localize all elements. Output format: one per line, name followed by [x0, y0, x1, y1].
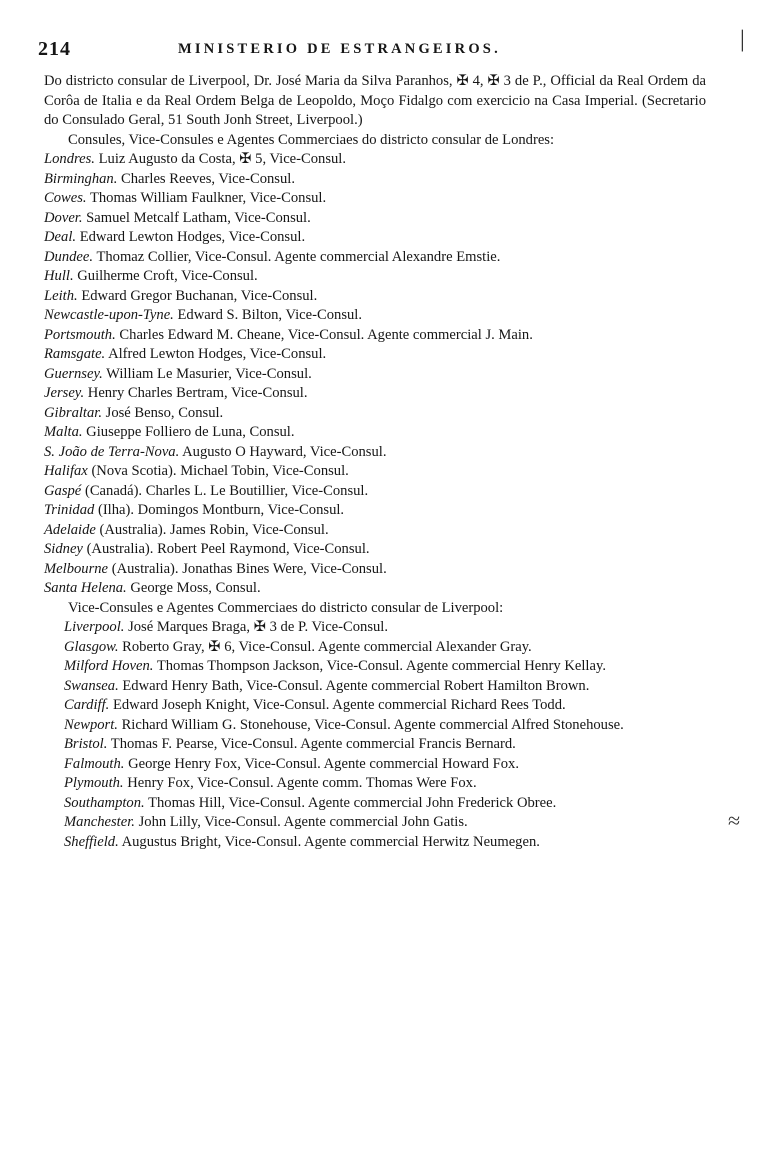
place-name: Guernsey.: [44, 365, 103, 382]
entry-text: Augusto O Hayward, Vice-Consul.: [182, 443, 387, 460]
list-item: [44, 189, 706, 209]
list-item: [44, 345, 706, 365]
list-item: [44, 794, 706, 814]
entry-text: Thomas F. Pearse, Vice-Consul. Agente commercial Francis Bernard.: [110, 736, 516, 752]
list-item: [44, 560, 706, 580]
page-number: 214: [38, 38, 71, 60]
place-name: Cardiff.: [64, 697, 110, 713]
margin-mark-icon: │: [736, 30, 749, 50]
place-name: Portsmouth.: [44, 326, 116, 343]
entry-text: Richard William G. Stonehouse, Vice-Consul. Agente commercial Alfred Stonehouse.: [121, 716, 624, 733]
list-item: [44, 287, 706, 307]
list-item: [44, 306, 706, 326]
list-item: [44, 677, 706, 697]
entry-text: (Ilha). Domingos Montburn, Vice-Consul.: [97, 502, 345, 518]
place-name: Hull.: [44, 268, 74, 284]
list-item: [44, 267, 706, 287]
place-name: Swansea.: [64, 677, 119, 694]
list-item: [44, 365, 706, 385]
entry-text: (Australia). Jonathas Bines Were, Vice-Consul.: [111, 560, 387, 577]
place-name: Dover.: [44, 209, 83, 226]
entry-text: José Marques Braga, ✠ 3 de P. Vice-Consul.: [128, 619, 389, 635]
list-item: [44, 813, 706, 833]
place-name: Jersey.: [44, 385, 85, 401]
entry-text: Luiz Augusto da Costa, ✠ 5, Vice-Consul.: [98, 151, 347, 167]
place-name: Melbourne: [44, 560, 109, 577]
entry-text: Augustus Bright, Vice-Consul. Agente commercial Herwitz Neumegen.: [121, 833, 540, 850]
list-item: [44, 150, 706, 170]
place-name: Milford Hoven.: [64, 658, 154, 674]
entry-text: Charles Reeves, Vice-Consul.: [121, 170, 295, 187]
list-item: [44, 501, 706, 521]
place-name: Dundee.: [44, 248, 94, 265]
entry-text: William Le Masurier, Vice-Consul.: [106, 365, 312, 382]
place-name: Santa Helena.: [44, 580, 127, 596]
liverpool-list: [44, 618, 706, 852]
london-heading: Consules, Vice-Consules e Agentes Commerciaes do districto consular de Londres:: [68, 131, 555, 148]
list-item: [44, 482, 706, 502]
list-item: [44, 521, 706, 541]
entry-text: Henry Fox, Vice-Consul. Agente comm. Thomas Were Fox.: [127, 775, 477, 791]
place-name: Trinidad: [44, 502, 95, 518]
place-name: Gibraltar.: [44, 404, 102, 421]
place-name: Gaspé: [44, 482, 82, 499]
place-name: Newcastle-upon-Tyne.: [44, 307, 174, 323]
entry-text: Samuel Metcalf Latham, Vice-Consul.: [86, 209, 311, 226]
list-item: [44, 443, 706, 463]
list-item: [44, 618, 706, 638]
entry-text: Thomaz Collier, Vice-Consul. Agente commercial Alexandre Emstie.: [96, 248, 501, 265]
list-item: [44, 423, 706, 443]
entry-text: (Australia). Robert Peel Raymond, Vice-Consul.: [86, 541, 370, 557]
entry-text: (Australia). James Robin, Vice-Consul.: [99, 521, 329, 538]
place-name: Malta.: [44, 424, 83, 440]
place-name: Sheffield.: [64, 833, 119, 850]
list-item: [44, 404, 706, 424]
list-item: [44, 170, 706, 190]
place-name: Plymouth.: [64, 775, 124, 791]
document-body: [44, 72, 706, 852]
liverpool-heading: Vice-Consules e Agentes Commerciaes do districto consular de Liverpool:: [68, 599, 504, 616]
entry-text: (Nova Scotia). Michael Tobin, Vice-Consul.: [91, 463, 349, 479]
place-name: Londres.: [44, 151, 95, 167]
place-name: Cowes.: [44, 190, 87, 206]
entry-text: Thomas Hill, Vice-Consul. Agente commercial John Frederick Obree.: [148, 794, 557, 811]
list-item: [44, 579, 706, 599]
place-name: Birminghan.: [44, 170, 118, 187]
entry-text: John Lilly, Vice-Consul. Agente commercial John Gatis.: [138, 814, 468, 830]
list-item: [44, 833, 706, 853]
place-name: Leith.: [44, 287, 78, 304]
entry-text: Roberto Gray, ✠ 6, Vice-Consul. Agente commercial Alexander Gray.: [122, 638, 532, 655]
place-name: Falmouth.: [64, 755, 125, 772]
entry-text: Edward Lewton Hodges, Vice-Consul.: [79, 229, 306, 245]
entry-text: Edward Henry Bath, Vice-Consul. Agente commercial Robert Hamilton Brown.: [122, 677, 590, 694]
place-name: Sidney: [44, 541, 83, 557]
entry-text: (Canadá). Charles L. Le Boutillier, Vice-Consul.: [84, 482, 369, 499]
page-header: [38, 38, 738, 62]
list-item: [44, 326, 706, 346]
list-item: [44, 735, 706, 755]
intro-paragraph: Do districto consular de Liverpool, Dr. José Maria da Silva Paranhos, ✠ 4, ✠ 3 de P., Official da Real Ordem da Corôa de Italia e da Real Ordem Belga de Leopoldo, Moço Fidalgo com exercicio na Casa Imperial. (Secretario do Consulado Geral, 51 South Jonh Street, Liverpool.): [44, 73, 706, 128]
place-name: Adelaide: [44, 521, 96, 538]
list-item: [44, 657, 706, 677]
london-list: [44, 150, 706, 599]
place-name: Manchester.: [64, 814, 135, 830]
place-name: Halifax: [44, 463, 88, 479]
entry-text: Alfred Lewton Hodges, Vice-Consul.: [108, 346, 327, 362]
entry-text: José Benso, Consul.: [105, 404, 224, 421]
place-name: Newport.: [64, 716, 118, 733]
entry-text: Thomas William Faulkner, Vice-Consul.: [89, 190, 327, 206]
place-name: Southampton.: [64, 794, 145, 811]
page-title: MINISTERIO DE ESTRANGEIROS.: [178, 41, 501, 57]
place-name: Deal.: [44, 229, 77, 245]
entry-text: Edward S. Bilton, Vice-Consul.: [177, 307, 362, 323]
place-name: Liverpool.: [64, 619, 125, 635]
list-item: [44, 209, 706, 229]
margin-squiggle-icon: ≈: [728, 808, 741, 833]
entry-text: Guilherme Croft, Vice-Consul.: [77, 268, 258, 284]
list-item: [44, 716, 706, 736]
list-item: [44, 755, 706, 775]
place-name: Glasgow.: [64, 638, 119, 655]
list-item: [44, 248, 706, 268]
place-name: Ramsgate.: [44, 346, 106, 362]
entry-text: Giuseppe Folliero de Luna, Consul.: [86, 424, 295, 440]
list-item: [44, 384, 706, 404]
entry-text: George Moss, Consul.: [130, 580, 261, 596]
list-item: [44, 638, 706, 658]
list-item: [44, 540, 706, 560]
entry-text: Edward Gregor Buchanan, Vice-Consul.: [81, 287, 318, 304]
list-item: [44, 228, 706, 248]
list-item: [44, 696, 706, 716]
entry-text: Henry Charles Bertram, Vice-Consul.: [87, 385, 308, 401]
entry-text: Edward Joseph Knight, Vice-Consul. Agente commercial Richard Rees Todd.: [112, 697, 566, 713]
entry-text: George Henry Fox, Vice-Consul. Agente commercial Howard Fox.: [128, 755, 519, 772]
list-item: [44, 774, 706, 794]
entry-text: Thomas Thompson Jackson, Vice-Consul. Agente commercial Henry Kellay.: [156, 658, 606, 674]
list-item: [44, 462, 706, 482]
entry-text: Charles Edward M. Cheane, Vice-Consul. Agente commercial J. Main.: [119, 326, 533, 343]
place-name: Bristol.: [64, 736, 108, 752]
place-name: S. João de Terra-Nova.: [44, 443, 180, 460]
